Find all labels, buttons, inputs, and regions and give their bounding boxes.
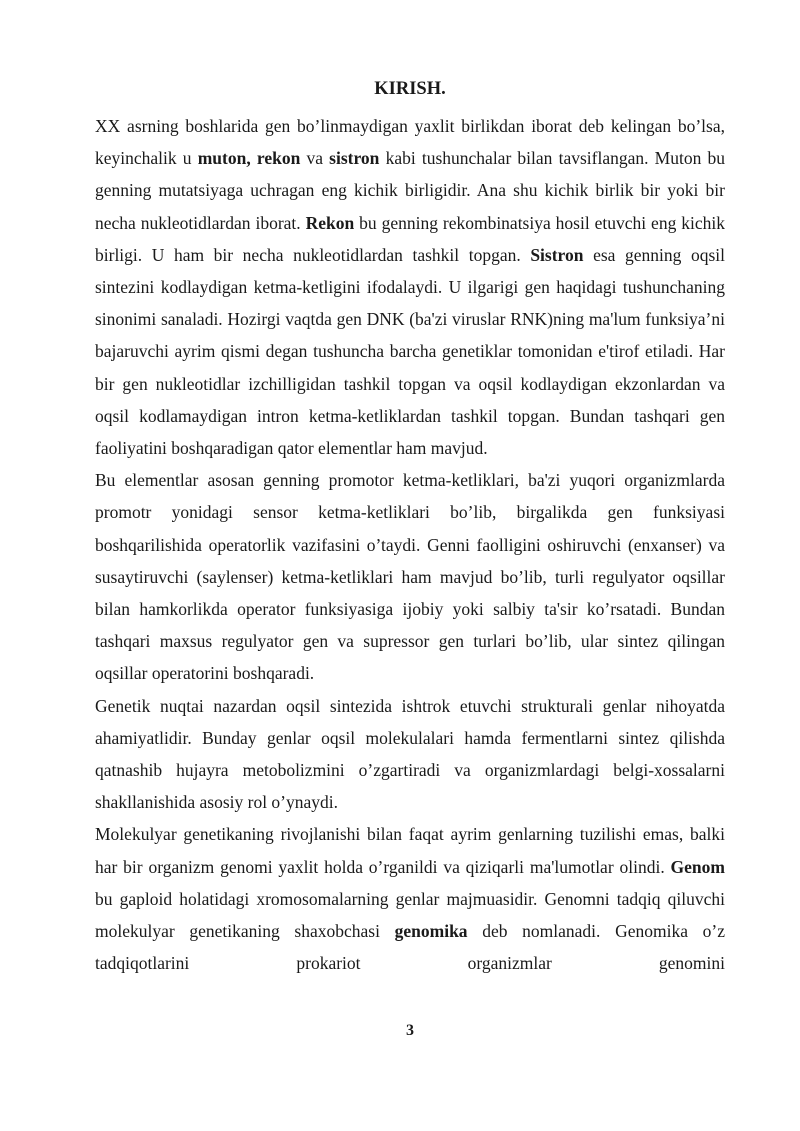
text-run: deb nomlanadi. Genomika o’z tadqiqotlarini prokariot organizmlar genomini — [95, 921, 725, 974]
text-run: va — [300, 148, 330, 169]
document-body — [95, 110, 725, 979]
text-run: Molekulyar genetikaning rivojlanishi bilan faqat ayrim genlarning tuzilishi emas, balki har bir organizm genomi yaxlit holda o’rganildi va qiziqarli ma'lumotlar olindi. — [95, 824, 725, 877]
bold-term: Rekon — [305, 212, 355, 233]
paragraph — [95, 110, 725, 464]
text-run: Bu elementlar asosan genning promotor ketma-ketliklari, ba'zi yuqori organizmlarda promotr yonidagi sensor ketma-ketliklari bo’lib, birgalikda gen funksiyasi boshqarilishida operatorlik vazifasini o’taydi. Genni faolligini oshiruvchi (enxanser) va susaytiruvchi (saylenser) ketma-ketliklari ham mavjud bo’lib, turli regulyator oqsillar bilan hamkorlikda operator funksiyasiga ijobiy yoki salbiy ta'sir ko’rsatadi. Bundan tashqari maxsus regulyator gen va supressor gen turlari bo’lib, ular sintez qilingan oqsillar operatorini boshqaradi. — [95, 470, 725, 684]
paragraph — [95, 464, 725, 689]
text-run: XX asrning boshlarida gen bo’linmaydigan yaxlit birlikdan iborat deb kelingan bo’lsa, keyinchalik u — [95, 116, 725, 169]
text-run: kabi tushunchalar bilan tavsiflangan. Muton bu genning mutatsiyaga uchragan eng kichik birligidir. Ana shu kichik birlik bir yoki bir necha nukleotidlardan iborat. — [95, 148, 725, 233]
bold-term: genomika — [394, 921, 468, 942]
page-number: 3 — [406, 1022, 414, 1039]
text-run: bu gaploid holatidagi xromosomalarning genlar majmuasidir. Genomni tadqiq qiluvchi molekulyar genetikaning shaxobchasi — [95, 888, 725, 942]
text-run: bu genning rekombinatsiya hosil etuvchi eng kichik birligi. U ham bir necha nukleotidlardan tashkil topgan. — [95, 212, 725, 265]
text-run: esa genning oqsil sintezini kodlaydigan ketma-ketligini ifodalaydi. U ilgarigi gen haqidagi tushunchaning sinonimi sanaladi. Hozirgi vaqtda gen DNK (ba'zi viruslar RNK)ning ma'lum funksiya’ni bajaruvchi ayrim qismi degan tushuncha barcha genetiklar tomonidan e'tirof etiladi. Har bir gen nukleotidlar izchilligidan tashkil topgan va oqsil kodlaydigan ekzonlardan va oqsil kodlamaydigan intron ketma-ketliklardan tashkil topgan. Bundan tashqari gen faoliyatini boshqaradigan qator elementlar ham mavjud. — [95, 244, 726, 459]
page-title: KIRISH. — [374, 79, 446, 99]
text-run: Genetik nuqtai nazardan oqsil sintezida ishtrok etuvchi strukturali genlar nihoyatda ahamiyatlidir. Bunday genlar oqsil molekulalari hamda fermentlarni sintez qilishda qatnashib hujayra metobolizmini o’zgartiradi va organizmlardagi belgi-xossalarni shakllanishida asosiy rol o’ynaydi. — [95, 695, 725, 813]
bold-term: muton, rekon — [197, 148, 301, 169]
bold-term: sistron — [329, 148, 380, 169]
paragraph — [95, 818, 725, 979]
bold-term: Sistron — [530, 244, 584, 265]
paragraph — [95, 690, 725, 819]
bold-term: Genom — [670, 856, 725, 877]
